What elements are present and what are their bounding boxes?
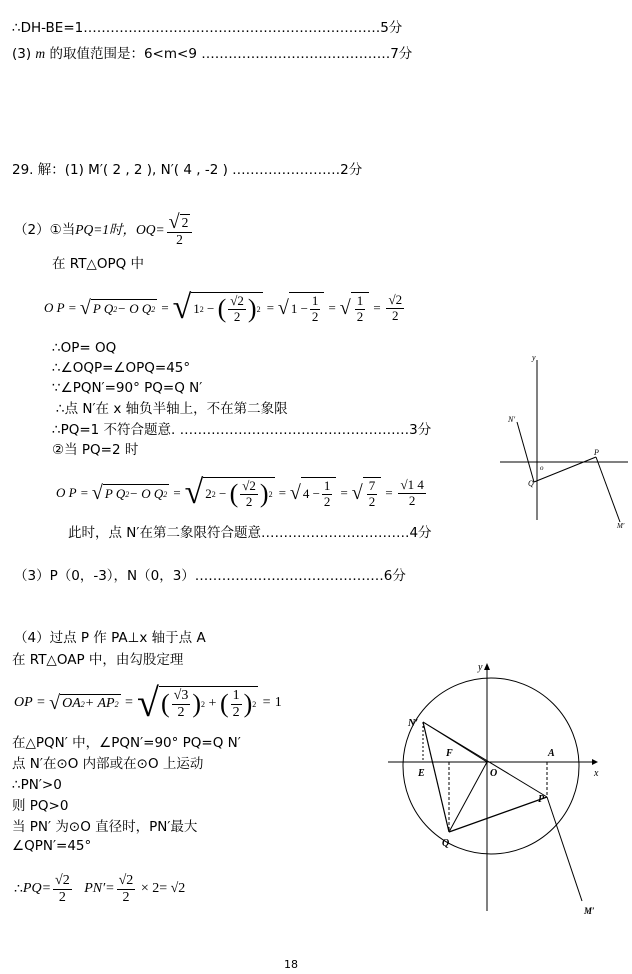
pq-oq-text: PQ=1时，OQ=: [75, 221, 165, 237]
step-diameter: 当 PN′ 为⊙O 直径时，PN′最大: [12, 819, 198, 835]
step-pn-positive: ∴PN′>0: [12, 777, 62, 793]
m-range-text: 的取值范围是：6<m<9 ……………………………………7分: [45, 46, 413, 62]
fig2-n-o: [423, 722, 487, 762]
part4-pythag: 在 RT△OAP 中，由勾股定理: [12, 652, 184, 668]
fig2-label-e: E: [418, 768, 425, 779]
m-range-prefix: (3): [12, 46, 36, 62]
part2-case1: [14, 212, 194, 248]
step-angles: ∴∠OQP=∠OPQ=45°: [52, 360, 191, 376]
step-n-in-circle: 点 N′在⊙O 内部或在⊙O 上运动: [12, 756, 204, 772]
fig2-label-a: A: [548, 748, 555, 759]
fig1-pm: [596, 457, 620, 522]
q29-part1: 29. 解：(1) M′( 2 , 2 ), N′( 4 , -2 ) ……………………2分: [12, 162, 363, 178]
step-pq-positive: 则 PQ>0: [12, 798, 69, 814]
fig2-p-m: [547, 797, 582, 901]
fig1-label-p: P: [594, 448, 599, 457]
figure-2: [386, 656, 616, 922]
op-formula-1: O P = √ P Q 2 − O Q 2 = √ 1 2 − ( $\frac{√2}{2}$ ) 2 = √ 1 − $\frac{1}{2}$ = √ $\frac{1}{2}$ = $\frac{√2}{2}$: [44, 289, 403, 326]
op-formula-2: O P = √ P Q 2 − O Q 2 = √ 2 2 − ( $\frac{√2}{2}$ ) 2 = √ 4 − $\frac{1}{2}$ = √ $\frac{7}{2}$ = $\frac{√1 4}{2}$: [56, 474, 424, 511]
fig2-x-arrow: [592, 759, 598, 765]
step-op-oq: ∴OP= OQ: [52, 340, 117, 356]
part2-label: （2）①当: [14, 221, 76, 238]
step-triangle-pqn: 在△PQN′ 中，∠PQN′=90° PQ=Q N′: [12, 735, 241, 751]
fig1-qn: [517, 422, 534, 482]
part4-line: （4）过点 P 作 PA⊥x 轴于点 A: [14, 630, 206, 646]
fig2-label-f: F: [446, 748, 453, 759]
fig1-label-m: M′: [617, 522, 625, 530]
dh-be-line: ∴DH-BE=1…………………………………………………………5分: [12, 20, 403, 36]
fig1-label-n: N′: [508, 415, 516, 424]
figure-1: [500, 350, 632, 530]
step-pq1-reject: ∴PQ=1 不符合题意. ……………………………………………3分: [52, 422, 432, 438]
fig2-n-q: [423, 722, 449, 832]
fig2-label-m: M′: [584, 906, 595, 916]
step-n-on-axis: ∴点 N′在 x 轴负半轴上，不在第二象限: [56, 401, 288, 417]
op-formula-3: OP = √ OA 2 + AP 2 = √ ( $\frac{√3}{2}$ ) 2 + ( $\frac{1}{2}$ ) 2 = 1: [14, 680, 282, 725]
step-case2-ok: 此时，点 N′在第二象限符合题意……………………………4分: [68, 525, 432, 541]
fig2-label-p: P: [538, 794, 545, 805]
m-range-line: [12, 46, 412, 62]
fig2-label-y: y: [478, 662, 483, 673]
step-right-angle: ∵∠PQN′=90° PQ=Q N′: [52, 380, 203, 396]
fig2-circle: [403, 678, 579, 854]
fig2-y-arrow: [484, 663, 490, 670]
part3-line: （3）P（0，-3），N（0，3）……………………………………6分: [14, 568, 406, 584]
page-number: 18: [284, 958, 298, 971]
fig2-label-x: x: [594, 768, 599, 779]
fig2-label-n: N′: [408, 718, 419, 729]
fig1-label-o: o: [540, 464, 544, 472]
step-case2: ②当 PQ=2 时: [52, 442, 139, 458]
oq-fraction: √ 2 2: [167, 212, 193, 248]
fig2-q-p: [449, 797, 547, 832]
fig2-label-o: O: [490, 768, 498, 779]
fig2-q-o: [449, 762, 487, 832]
fig1-label-q: Q: [528, 479, 534, 488]
step-angle-qpn: ∠QPN′=45°: [12, 838, 92, 854]
fig1-label-y: y: [532, 353, 536, 362]
m-var: m: [35, 46, 46, 61]
in-rt-opq: 在 RT△OPQ 中: [52, 256, 145, 272]
fig2-label-q: Q: [442, 838, 450, 849]
final-result: ∴ PQ= $\frac{√2}{2}$ PN′= $\frac{√2}{2}$ × 2= √2: [14, 873, 186, 905]
